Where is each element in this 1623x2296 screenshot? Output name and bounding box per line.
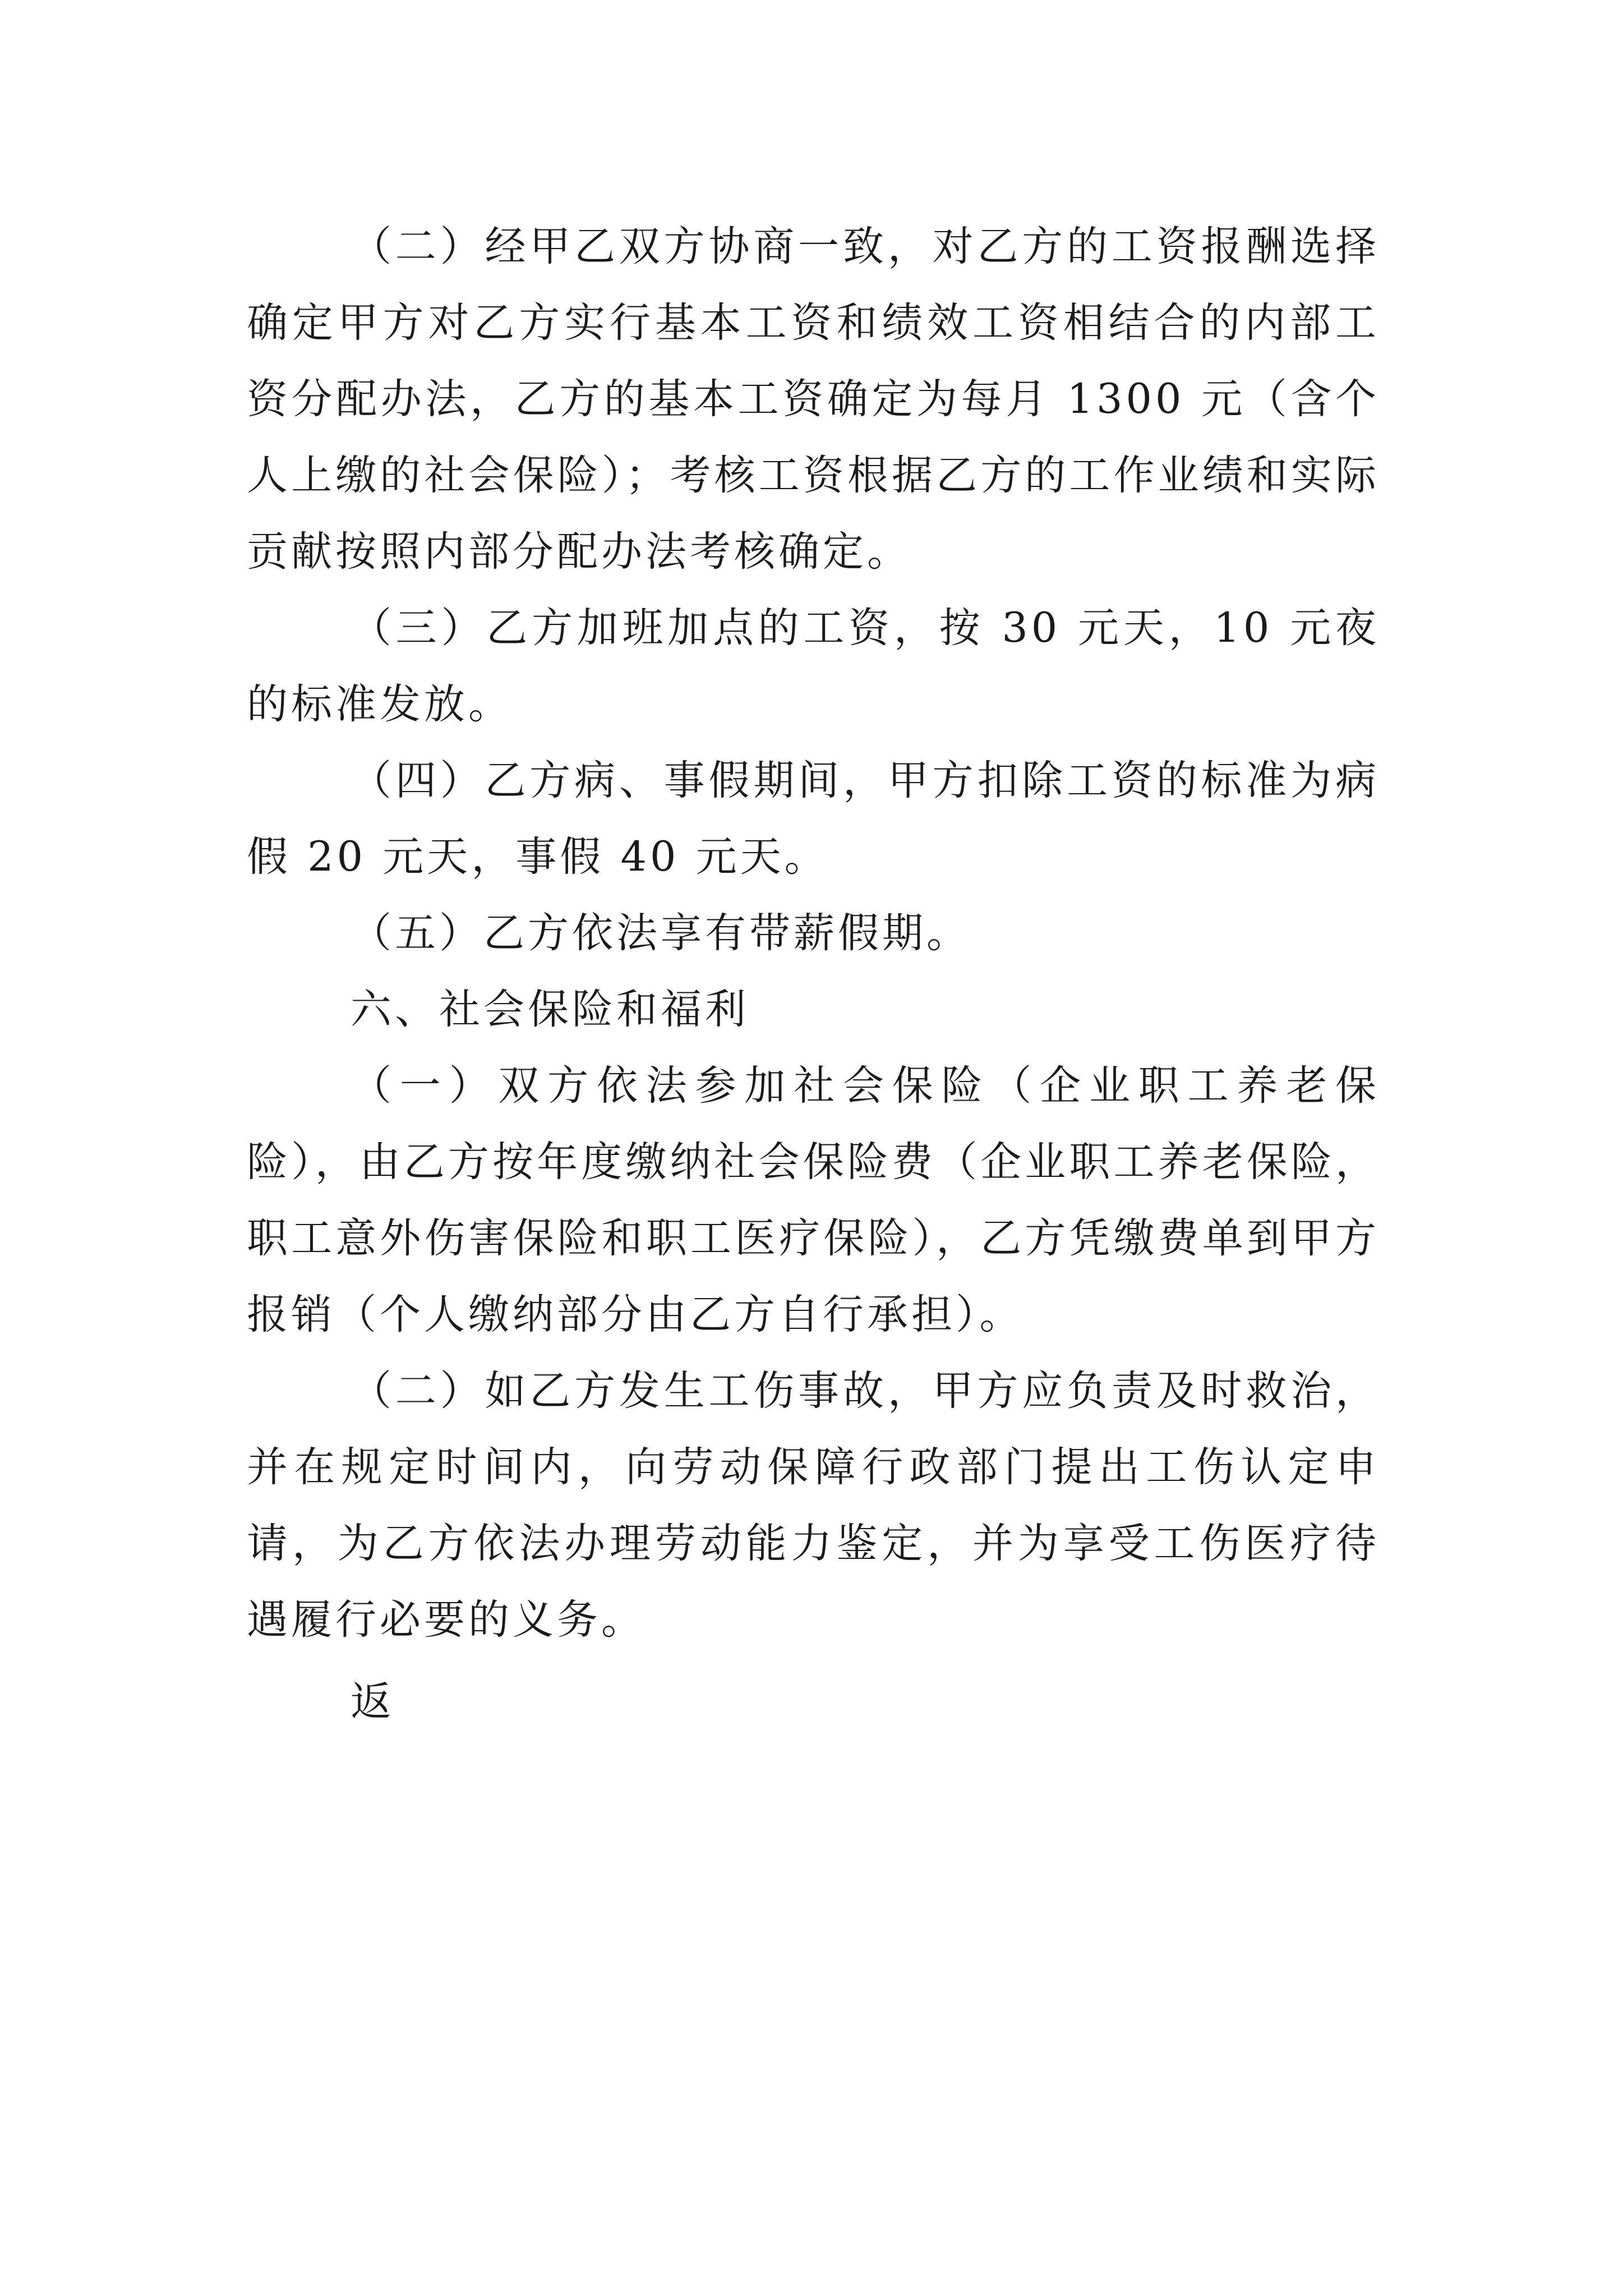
paragraph-overtime-pay: （三）乙方加班加点的工资，按 30 元天，10 元夜的标准发放。 [247, 604, 1380, 728]
paragraph-wage-method: （二）经甲乙双方协商一致，对乙方的工资报酬选择确定甲方对乙方实行基本工资和绩效工资相结合的内部工资分配办法，乙方的基本工资确定为每月 1300 元（含个人上缴的社会保险）；考核工资根据乙方的工作业绩和实际贡献按照内部分配办法考核确定。 [247, 223, 1380, 576]
paragraph-paid-leave: （五）乙方依法享有带薪假期。 [351, 909, 971, 957]
paragraph-work-injury: （二）如乙方发生工伤事故，甲方应负责及时救治，并在规定时间内，向劳动保障行政部门提出工伤认定申请，为乙方依法办理劳动能力鉴定，并为享受工伤医疗待遇履行必要的义务。 [247, 1367, 1380, 1644]
paragraph-leave-deduction: （四）乙方病、事假期间，甲方扣除工资的标准为病假 20 元天，事假 40 元天。 [247, 757, 1380, 881]
trailing-text: 返 [351, 1678, 395, 1726]
document-body [247, 209, 1380, 1740]
paragraph-social-insurance: （一）双方依法参加社会保险（企业职工养老保险），由乙方按年度缴纳社会保险费（企业职工养老保险，职工意外伤害保险和职工医疗保险），乙方凭缴费单到甲方报销（个人缴纳部分由乙方自行承担）。 [247, 1062, 1380, 1338]
section-heading-social-insurance: 六、社会保险和福利 [351, 986, 749, 1033]
